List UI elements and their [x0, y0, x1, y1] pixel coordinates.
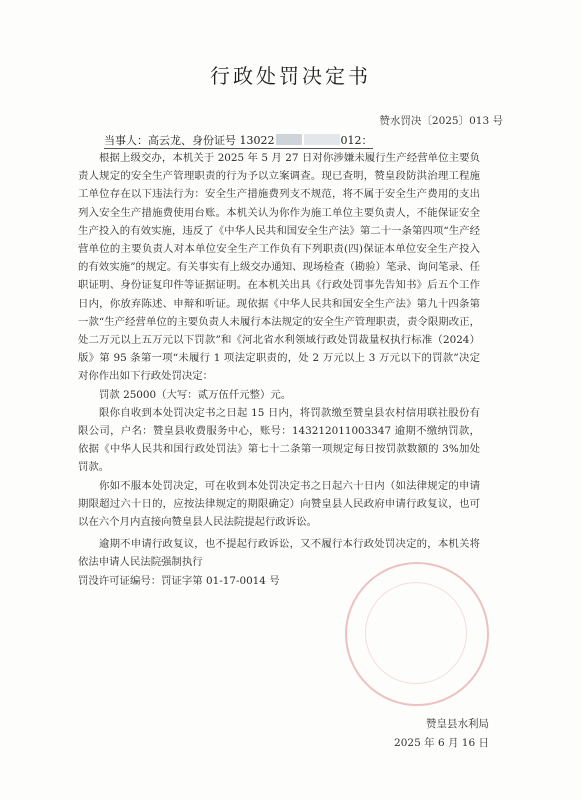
paragraph-payment: 限你自收到本处罚决定书之日起 15 日内，将罚款缴至赞皇县农村信用联社股份有限公司，户名：赞皇县收费服务中心，账号：143212011003347 逾期不缴纳罚款，依据《中华人民共和国行政处罚法》第七十二条第一项规定每日按罚款数额的 3%加处罚款。 — [78, 406, 480, 474]
document-title: 行政处罚决定书 — [210, 64, 371, 88]
party-suffix: 012： — [340, 134, 373, 147]
document-body — [78, 149, 480, 590]
paragraph-appeal: 你如不服本处罚决定，可在收到本处罚决定书之日起六十日内（如法律规定的申请期限超过六十日的，应按法律规定的期限确定）向赞皇县人民政府申请行政复议，也可以在六个月内直接向赞皇县人民法院提起行政诉讼。 — [78, 479, 480, 529]
document-number: 赞水罚决〔2025〕013 号 — [379, 115, 503, 127]
paragraph-facts: 根据上级交办，本机关于 2025 年 5 月 27 日对你涉嫌未履行生产经营单位主要负责人规定的安全生产管理职责的行为予以立案调查。现已查明，赞皇段防洪治理工程施工单位存在以下违法行为：安全生产措施费列支不规范，将不属于安全生产费用的支出列入安全生产措施费使用台账。本机关认为你作为施工单位主要负责人，不能保证安全生产投入的有效实施，违反了《中华人民共和国安全生产法》第二十一条第四项“生产经营单位的主要负责人对本单位安全生产工作负有下列职责(四)保证本单位安全生产投入的有效实施”的规定。有关事实有上级交办通知、现场检查（勘验）笔录、询问笔录、任职证明、身份证复印件等证据证明。在本机关出具《行政处罚事先告知书》后五个工作日内，你放弃陈述、申辩和听证。现依据《中华人民共和国安全生产法》第九十四条第一款“生产经营单位的主要负责人未履行本法规定的安全生产管理职责，责令限期改正，处二万元以上五万元以下罚款”和《河北省水利领域行政处罚裁量权执行标准（2024）版》第 95 条第一项“未履行 1 项法定职责的，处 2 万元以上 3 万元以下的罚款”决定对你作出如下行政处罚决定： — [78, 152, 480, 383]
signature-date: 2025 年 6 月 16 日 — [394, 737, 489, 749]
license-number: 罚没许可证编号：罚证字第 01-17-0014 号 — [78, 574, 280, 587]
party-line — [104, 132, 373, 149]
signature-block — [394, 716, 489, 750]
signature-org: 赞皇县水利局 — [426, 718, 489, 730]
paragraph-enforcement: 逾期不申请行政复议，也不提起行政诉讼，又不履行本行政处罚决定的，本机关将依法申请人民法院强制执行 — [78, 538, 480, 569]
redaction-mask — [276, 134, 302, 145]
paragraph-fine: 罚款 25000（大写：贰万伍仟元整）元。 — [99, 388, 292, 401]
official-seal — [345, 562, 489, 706]
party-prefix: 当事人：高云龙、身份证号 13022 — [104, 134, 275, 147]
seal-inner-ring — [365, 582, 467, 684]
redaction-mask — [304, 134, 340, 145]
